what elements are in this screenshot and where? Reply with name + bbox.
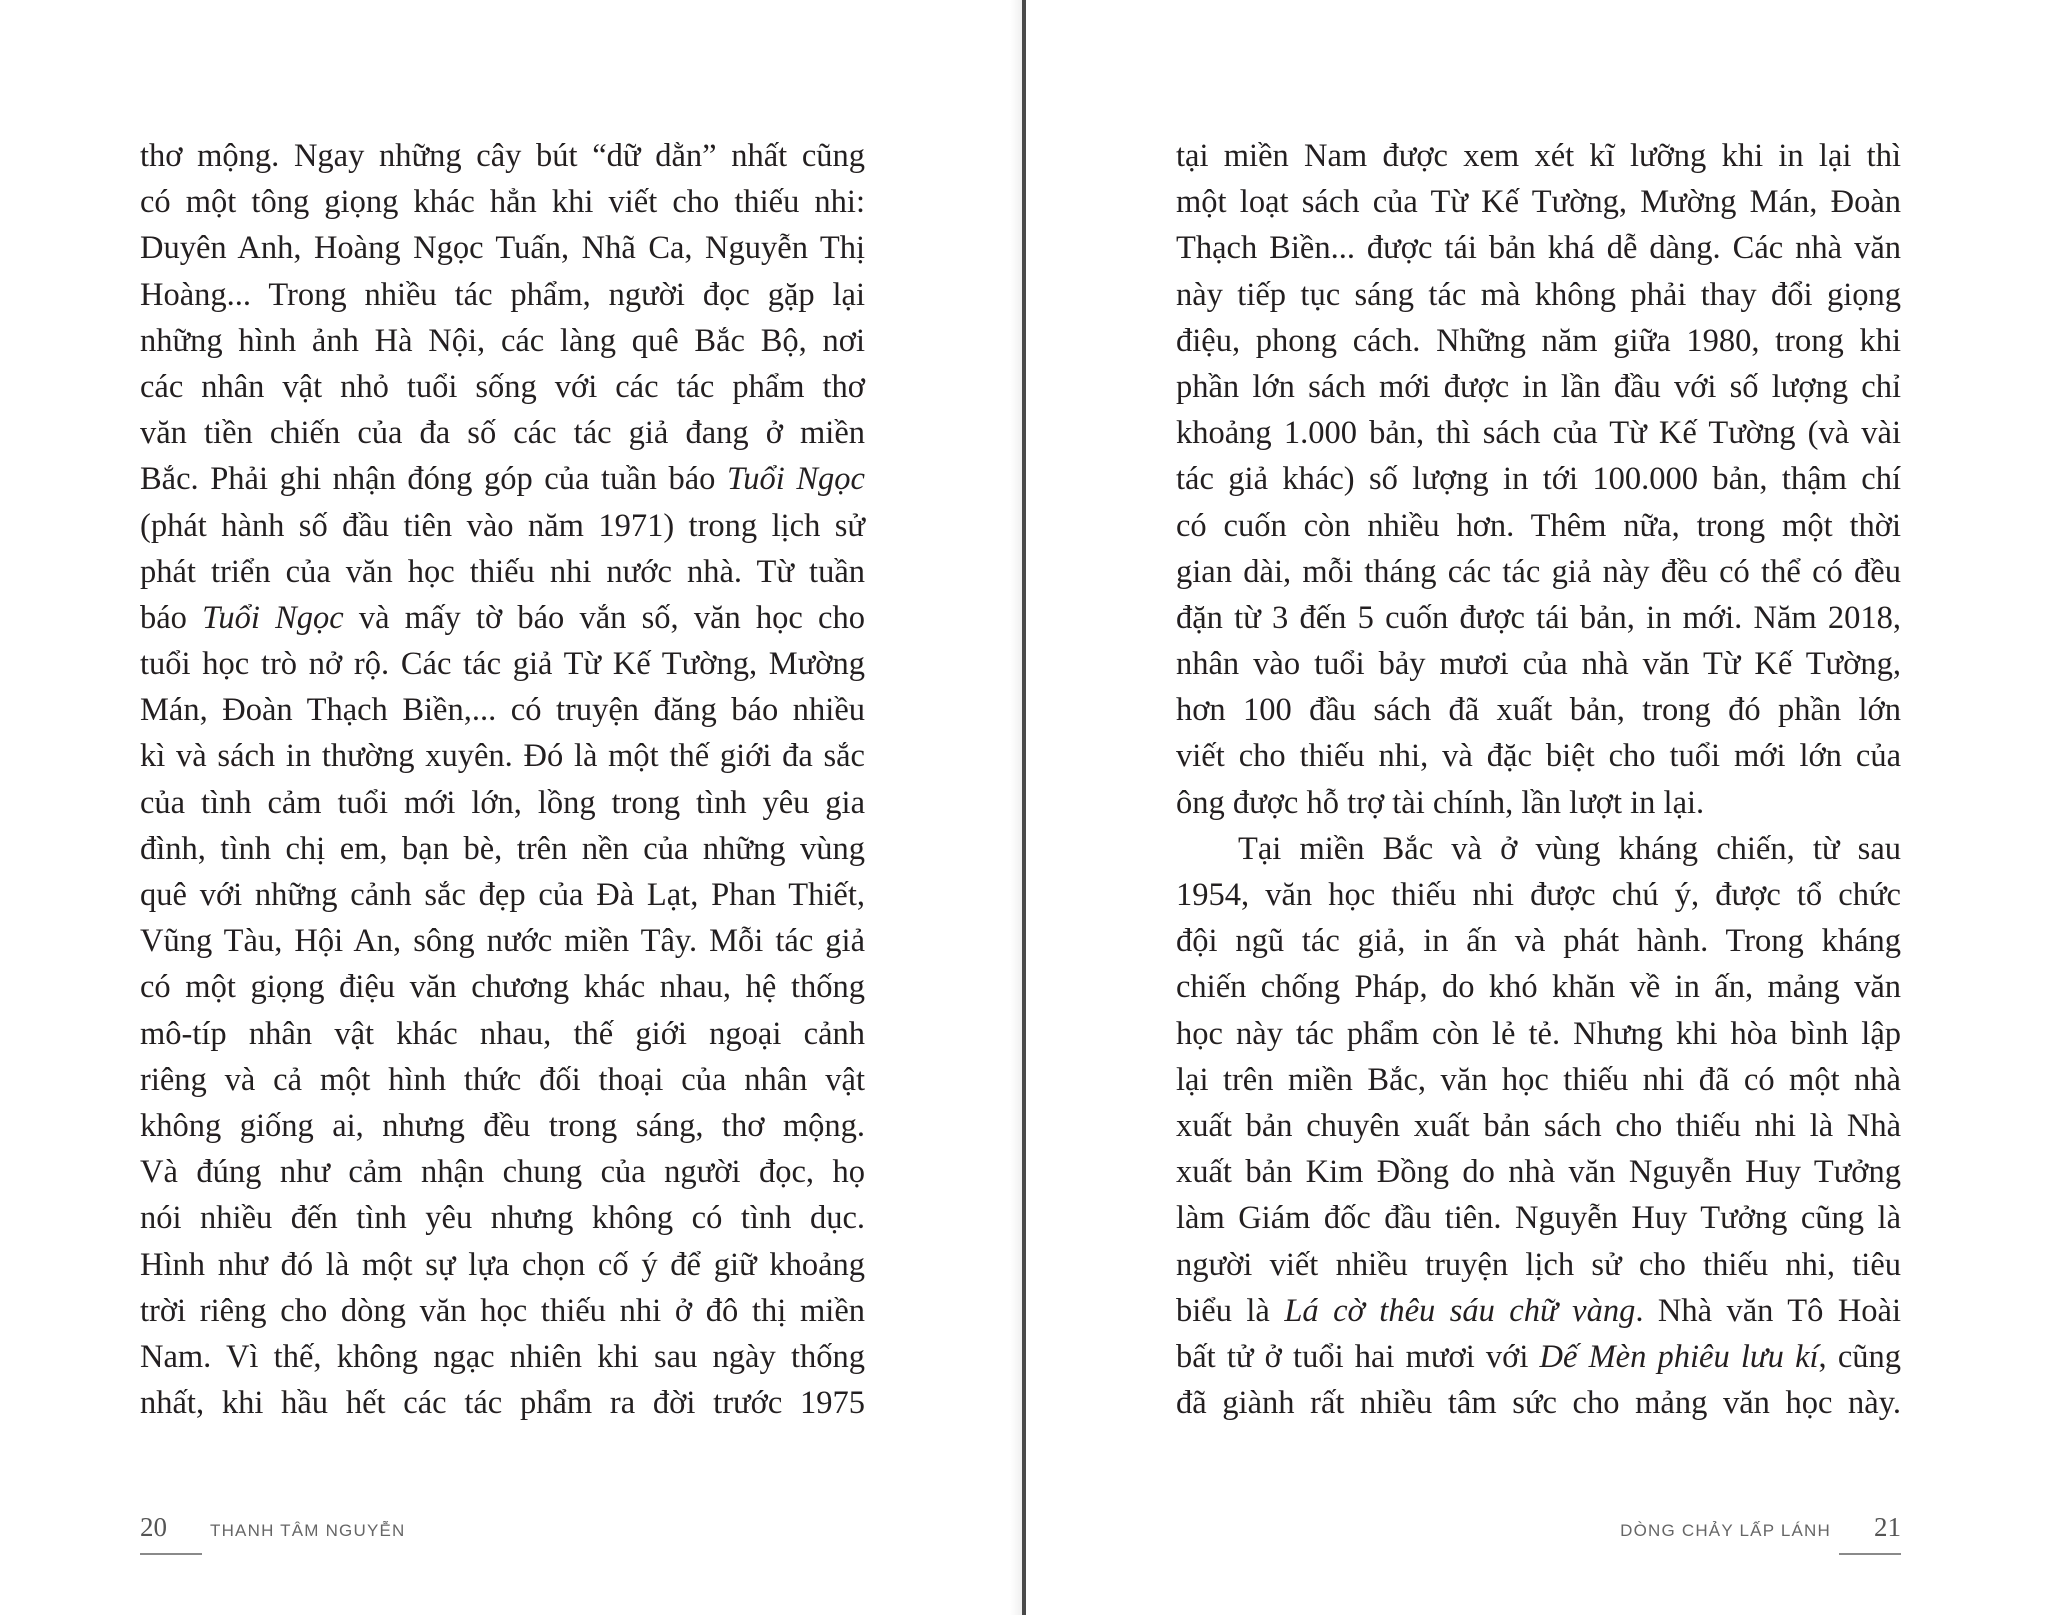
text-line: thơ mộng. Ngay những cây bút “dữ dằn” nhất cũng bbox=[140, 138, 865, 174]
text-line: đã giành rất nhiều tâm sức cho mảng văn học này. bbox=[1176, 1385, 1901, 1422]
left-page bbox=[0, 0, 1022, 1615]
text-line: Hoàng... Trong nhiều tác phẩm, người đọc gặp lại bbox=[140, 276, 865, 313]
footer-rule bbox=[140, 1553, 202, 1555]
page-number: 21 bbox=[1874, 1512, 1901, 1542]
text-line: đình, tình chị em, bạn bè, trên nền của những vùng bbox=[140, 830, 865, 867]
text-line bbox=[140, 456, 865, 502]
text-segment: báo bbox=[140, 599, 203, 636]
running-head-title: DÒNG CHẢY LẤP LÁNH bbox=[1620, 1521, 1831, 1540]
text-line bbox=[140, 595, 865, 641]
text-line: quê với những cảnh sắc đẹp của Đà Lạt, Phan Thiết, bbox=[140, 877, 865, 913]
text-line: làm Giám đốc đầu tiên. Nguyễn Huy Tưởng cũng là bbox=[1176, 1200, 1901, 1237]
text-line: (phát hành số đầu tiên vào năm 1971) trong lịch sử bbox=[140, 507, 865, 544]
text-segment: và mấy tờ báo vắn số, văn học cho bbox=[343, 599, 865, 636]
gutter-shadow bbox=[1010, 0, 1022, 1615]
text-segment: Bắc. Phải ghi nhận đóng góp của tuần báo bbox=[140, 461, 727, 498]
text-line: đặn từ 3 đến 5 cuốn được tái bản, in mới. Năm 2018, bbox=[1176, 599, 1901, 636]
text-line: gian dài, mỗi tháng các tác giả này đều có thể có đều bbox=[1176, 553, 1901, 590]
footer-rule bbox=[1839, 1553, 1901, 1555]
text-line: đội ngũ tác giả, in ấn và phát hành. Trong kháng bbox=[1176, 923, 1901, 960]
text-line: có một tông giọng khác hẳn khi viết cho thiếu nhi: bbox=[140, 184, 865, 221]
italic-title: Dế Mèn phiêu lưu kí bbox=[1539, 1338, 1819, 1375]
text-line bbox=[1176, 1288, 1901, 1334]
right-footer bbox=[1591, 1512, 1901, 1558]
text-line: của tình cảm tuổi mới lớn, lồng trong tình yêu gia bbox=[140, 784, 865, 821]
text-line: 1954, văn học thiếu nhi được chú ý, được tổ chức bbox=[1176, 877, 1901, 913]
text-segment: . Nhà văn Tô Hoài bbox=[1635, 1292, 1901, 1329]
text-line: này tiếp tục sáng tác mà không phải thay đổi giọng bbox=[1176, 276, 1901, 313]
text-line: Mán, Đoàn Thạch Biền,... có truyện đăng báo nhiều bbox=[140, 692, 865, 729]
text-line: tác giả khác) số lượng in tới 100.000 bản, thậm chí bbox=[1176, 461, 1901, 498]
left-footer bbox=[140, 1512, 540, 1558]
text-line: nhân vào tuổi bảy mươi của nhà văn Từ Kế Tường, bbox=[1176, 646, 1901, 683]
text-line: trời riêng cho dòng văn học thiếu nhi ở đô thị miền bbox=[140, 1292, 865, 1329]
text-line: riêng và cả một hình thức đối thoại của nhân vật bbox=[140, 1061, 865, 1098]
text-line: xuất bản chuyên xuất bản sách cho thiếu nhi là Nhà bbox=[1176, 1107, 1901, 1144]
text-line: điệu, phong cách. Những năm giữa 1980, trong khi bbox=[1176, 322, 1901, 359]
text-line: các nhân vật nhỏ tuổi sống với các tác phẩm thơ bbox=[140, 368, 865, 405]
text-line: chiến chống Pháp, do khó khăn về in ấn, mảng văn bbox=[1176, 969, 1901, 1006]
text-segment: bất tử ở tuổi hai mươi với bbox=[1176, 1338, 1540, 1375]
text-line: xuất bản Kim Đồng do nhà văn Nguyễn Huy Tưởng bbox=[1176, 1154, 1901, 1191]
italic-title: Lá cờ thêu sáu chữ vàng bbox=[1284, 1292, 1636, 1329]
text-line: Thạch Biền... được tái bản khá dễ dàng. Các nhà văn bbox=[1176, 230, 1901, 267]
text-line: hơn 100 đầu sách đã xuất bản, trong đó phần lớn bbox=[1176, 692, 1901, 729]
paragraph-first-line: Tại miền Bắc và ở vùng kháng chiến, từ sau bbox=[1238, 830, 1901, 867]
text-line: văn tiền chiến của đa số các tác giả đang ở miền bbox=[140, 415, 865, 452]
text-line: nói nhiều đến tình yêu nhưng không có tình dục. bbox=[140, 1200, 865, 1237]
text-line: viết cho thiếu nhi, và đặc biệt cho tuổi mới lớn của bbox=[1176, 738, 1901, 775]
right-page bbox=[1026, 0, 2048, 1615]
text-line: có một giọng điệu văn chương khác nhau, hệ thống bbox=[140, 969, 865, 1006]
text-line: lại trên miền Bắc, văn học thiếu nhi đã có một nhà bbox=[1176, 1061, 1901, 1098]
right-body-text bbox=[1176, 133, 1901, 1426]
text-line: học này tác phẩm còn lẻ tẻ. Nhưng khi hòa bình lập bbox=[1176, 1015, 1901, 1052]
italic-title: Tuổi Ngọc bbox=[727, 461, 865, 498]
running-head-author: THANH TÂM NGUYỄN bbox=[210, 1521, 406, 1540]
text-line: tại miền Nam được xem xét kĩ lưỡng khi in lại thì bbox=[1176, 138, 1901, 174]
text-line: những hình ảnh Hà Nội, các làng quê Bắc Bộ, nơi bbox=[140, 322, 865, 359]
text-line: Vũng Tàu, Hội An, sông nước miền Tây. Mỗi tác giả bbox=[140, 923, 865, 960]
text-line: khoảng 1.000 bản, thì sách của Từ Kế Tường (và vài bbox=[1176, 415, 1901, 452]
text-line: kì và sách in thường xuyên. Đó là một thế giới đa sắc bbox=[140, 738, 865, 775]
text-line: nhất, khi hầu hết các tác phẩm ra đời trước 1975 bbox=[140, 1385, 865, 1422]
text-line: Duyên Anh, Hoàng Ngọc Tuấn, Nhã Ca, Nguyễn Thị bbox=[140, 230, 865, 267]
text-line bbox=[1176, 1334, 1901, 1380]
text-line: Nam. Vì thế, không ngạc nhiên khi sau ngày thống bbox=[140, 1338, 865, 1375]
text-segment: biểu là bbox=[1176, 1292, 1285, 1329]
text-line: một loạt sách của Từ Kế Tường, Mường Mán, Đoàn bbox=[1176, 184, 1901, 221]
page-number: 20 bbox=[140, 1512, 167, 1542]
text-line: Hình như đó là một sự lựa chọn cố ý để giữ khoảng bbox=[140, 1246, 865, 1283]
italic-title: Tuổi Ngọc bbox=[202, 599, 344, 636]
text-line: người viết nhiều truyện lịch sử cho thiếu nhi, tiêu bbox=[1176, 1246, 1901, 1283]
text-line: tuổi học trò nở rộ. Các tác giả Từ Kế Tường, Mường bbox=[140, 646, 865, 683]
text-segment: , cũng bbox=[1818, 1338, 1901, 1375]
text-line: không giống ai, nhưng đều trong sáng, thơ mộng. bbox=[140, 1107, 865, 1144]
text-line: phần lớn sách mới được in lần đầu với số lượng chỉ bbox=[1176, 368, 1901, 405]
text-line: phát triển của văn học thiếu nhi nước nhà. Từ tuần bbox=[140, 553, 865, 590]
text-line: mô-típ nhân vật khác nhau, thế giới ngoại cảnh bbox=[140, 1015, 865, 1052]
text-line: Và đúng như cảm nhận chung của người đọc, họ bbox=[140, 1154, 865, 1191]
text-line: có cuốn còn nhiều hơn. Thêm nữa, trong một thời bbox=[1176, 507, 1901, 544]
left-body-text bbox=[140, 133, 865, 1426]
text-line: ông được hỗ trợ tài chính, lần lượt in lại. bbox=[1176, 784, 1705, 821]
